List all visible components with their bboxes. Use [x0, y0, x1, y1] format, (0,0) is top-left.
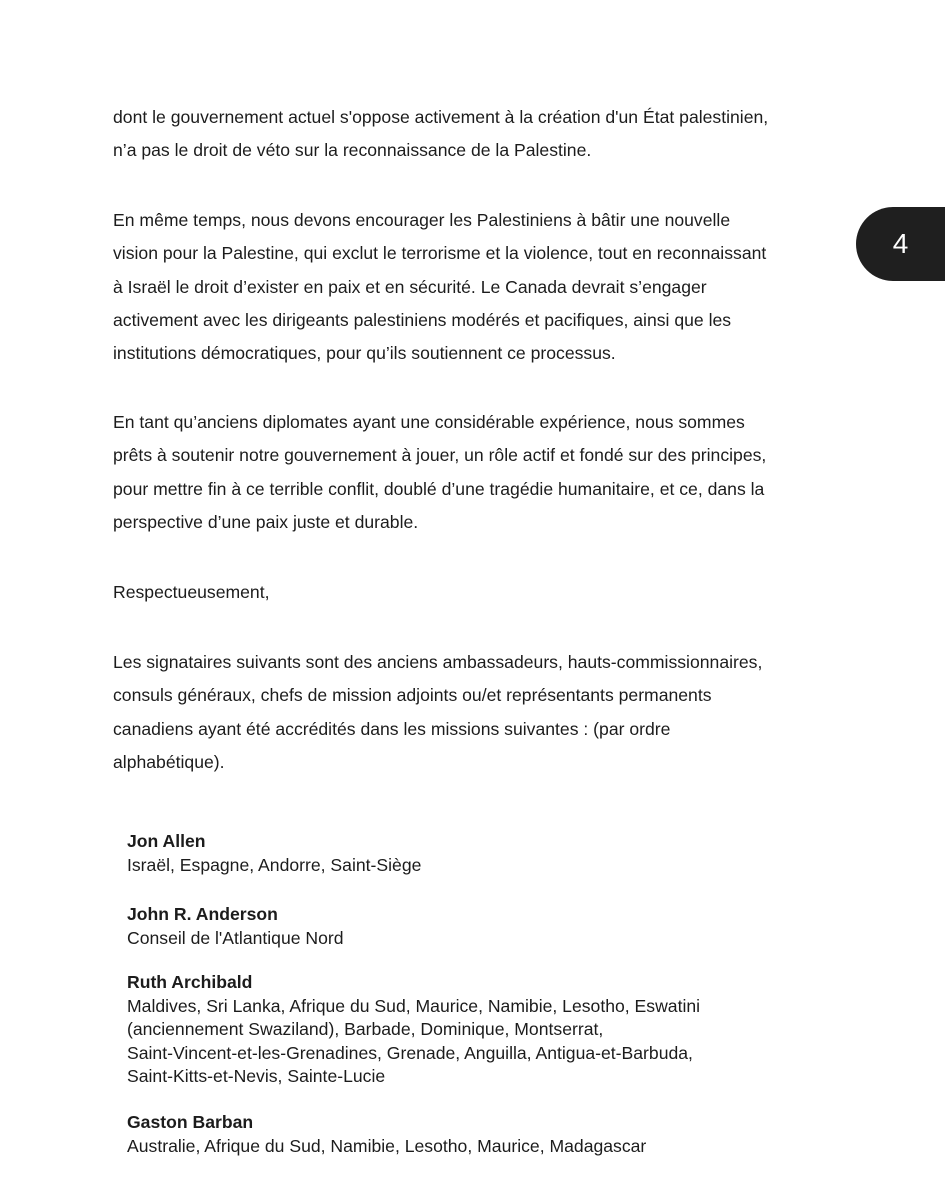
signatory-entry	[127, 830, 827, 877]
paragraph-line: activement avec les dirigeants palestiniens modérés et pacifiques, ainsi que les	[113, 309, 732, 330]
paragraph-line: institutions démocratiques, pour qu’ils soutiennent ce processus.	[113, 343, 616, 364]
signatory-missions: (anciennement Swaziland), Barbade, Dominique, Montserrat,	[127, 1019, 604, 1039]
paragraph-line: Les signataires suivants sont des anciens ambassadeurs, hauts-commissionnaires,	[113, 652, 763, 672]
signatory-name: Gaston Barban	[127, 1112, 254, 1132]
signatory-missions: Israël, Espagne, Andorre, Saint-Siège	[127, 854, 422, 875]
paragraph-line: consuls généraux, chefs de mission adjoints ou/et représentants permanents	[113, 685, 712, 706]
closing-salutation	[113, 576, 833, 609]
signatory-name: John R. Anderson	[127, 904, 278, 924]
page-number-indicator	[856, 207, 945, 281]
paragraph-line: prêts à soutenir notre gouvernement à jouer, un rôle actif et fondé sur des principes,	[113, 445, 767, 466]
paragraph-line: canadiens ayant été accrédités dans les missions suivantes : (par ordre	[113, 718, 671, 739]
paragraph-line: à Israël le droit d’exister en paix et en sécurité. Le Canada devrait s’engager	[113, 276, 707, 297]
paragraph-line: perspective d’une paix juste et durable.	[113, 511, 419, 532]
signatory-entry	[127, 903, 827, 950]
signatory-missions: Australie, Afrique du Sud, Namibie, Lesotho, Maurice, Madagascar	[127, 1135, 647, 1156]
signatory-entry	[127, 971, 827, 1089]
signatory-missions: Maldives, Sri Lanka, Afrique du Sud, Maurice, Namibie, Lesotho, Eswatini	[127, 995, 701, 1016]
paragraph-line: n’a pas le droit de véto sur la reconnaissance de la Palestine.	[113, 140, 592, 161]
paragraph-line: pour mettre fin à ce terrible conflit, doublé d’une tragédie humanitaire, et ce, dans la	[113, 478, 765, 499]
paragraph-diplomats	[113, 406, 833, 539]
paragraph-signatories-intro	[113, 646, 833, 779]
paragraph-line: vision pour la Palestine, qui exclut le terrorisme et la violence, tout en reconnaissant	[113, 243, 767, 264]
signatory-name: Ruth Archibald	[127, 972, 253, 992]
paragraph-line: alphabétique).	[113, 751, 225, 772]
signatory-entry	[127, 1111, 827, 1158]
signatory-missions: Saint-Kitts-et-Nevis, Sainte-Lucie	[127, 1066, 386, 1086]
signatory-name: Jon Allen	[127, 831, 206, 851]
page-number: 4	[892, 228, 909, 259]
signatory-missions: Saint-Vincent-et-les-Grenadines, Grenade, Anguilla, Antigua-et-Barbuda,	[127, 1042, 693, 1063]
paragraph-line: En tant qu’anciens diplomates ayant une considérable expérience, nous sommes	[113, 412, 745, 432]
paragraph-line: Respectueusement,	[113, 582, 270, 602]
paragraph-line: En même temps, nous devons encourager les Palestiniens à bâtir une nouvelle	[113, 210, 731, 230]
signatory-missions: Conseil de l'Atlantique Nord	[127, 927, 344, 948]
paragraph-line: dont le gouvernement actuel s'oppose activement à la création d'un État palestinien,	[113, 107, 769, 127]
paragraph-vision	[113, 204, 833, 370]
paragraph-veto	[113, 101, 833, 168]
